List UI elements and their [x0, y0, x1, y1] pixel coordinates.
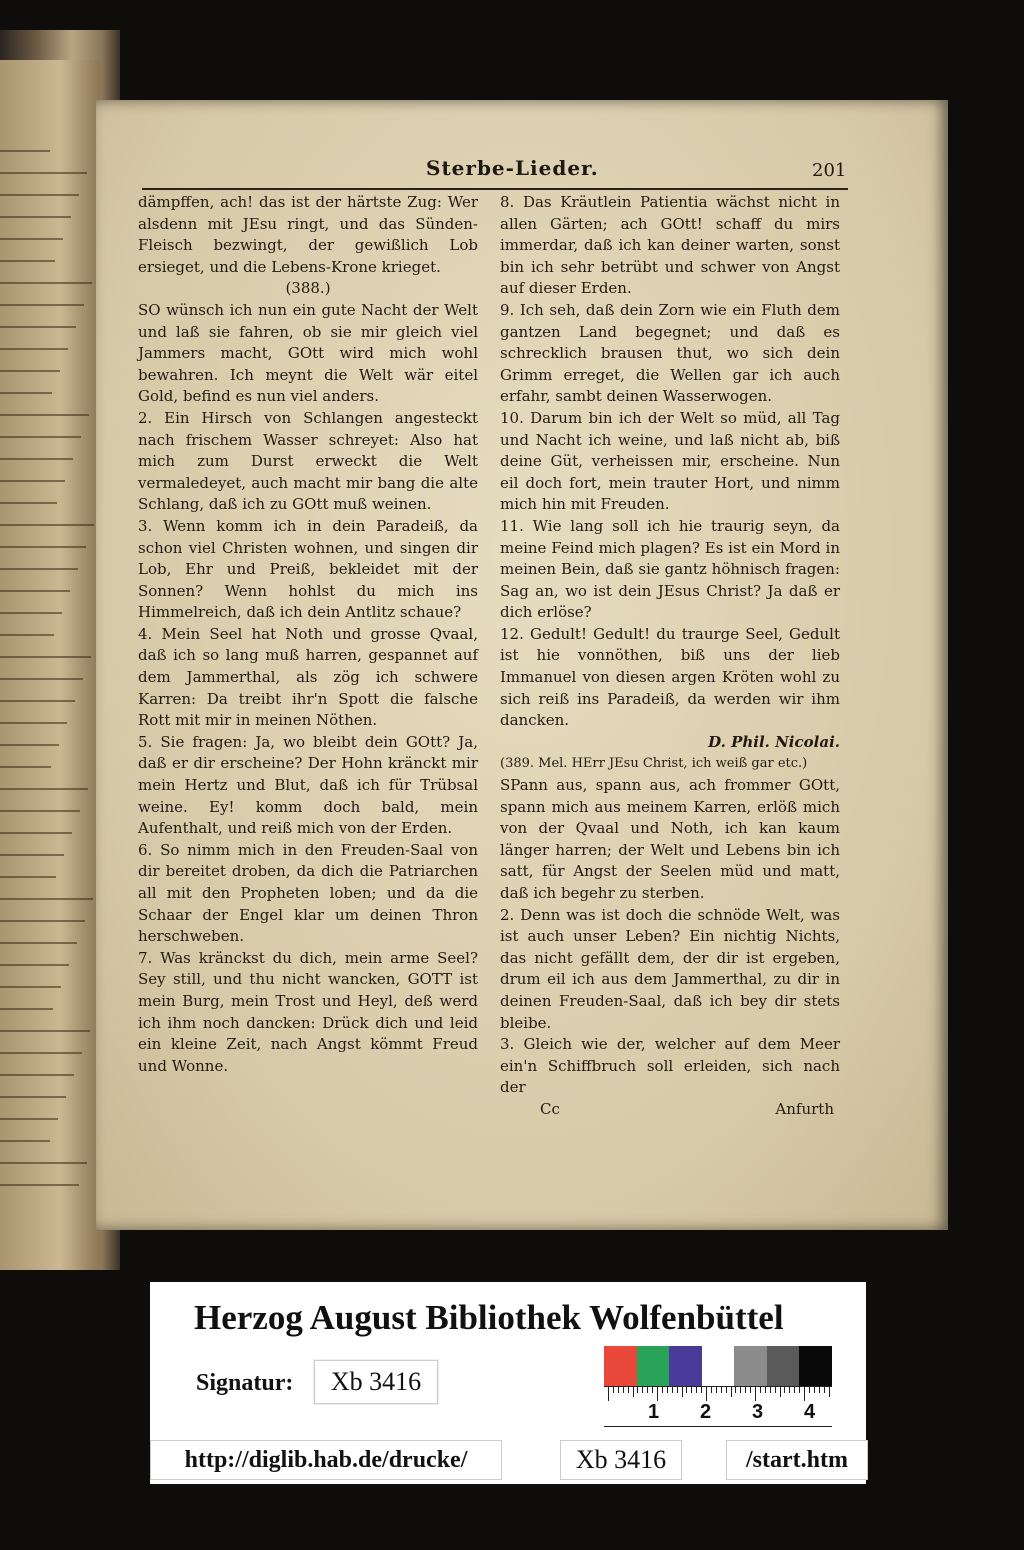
- facing-page-line: [0, 1030, 90, 1032]
- color-swatch: [767, 1346, 800, 1386]
- facing-page-line: [0, 304, 84, 306]
- facing-page-line: [0, 1162, 87, 1164]
- ruler-tick: [618, 1387, 619, 1393]
- facing-page-line: [0, 546, 86, 548]
- facing-page-line: [0, 1184, 79, 1186]
- ruler-tick: [696, 1387, 697, 1393]
- facing-page-line: [0, 480, 65, 482]
- ruler-tick: [628, 1387, 629, 1393]
- facing-page-line: [0, 744, 59, 746]
- url-signatur: Xb 3416: [560, 1440, 682, 1480]
- facing-page-line: [0, 700, 75, 702]
- facing-page-line: [0, 1074, 74, 1076]
- ruler-number: 4: [804, 1401, 816, 1423]
- facing-page-line: [0, 1118, 58, 1120]
- facing-page-line: [0, 458, 73, 460]
- facing-page-line: [0, 172, 87, 174]
- facing-page-line: [0, 414, 89, 416]
- paragraph: 8. Das Kräutlein Patientia wächst nicht in allen Gärten; ach GOtt! schaff du mirs immerdar, daß ich kan deiner warten, sonst bin ich sehr betrübt und schwer von Angst auf dieser Erden.: [500, 193, 840, 298]
- facing-page-line: [0, 612, 62, 614]
- signature-mark: Cc: [540, 1099, 560, 1118]
- ruler-tick: [677, 1387, 678, 1393]
- paragraph: 10. Darum bin ich der Welt so müd, all Tag und Nacht ich weine, und laß nicht ab, biß deine Güt, verheissen mir, erscheine. Nun eil doch fort, mein trauter Hort, und nimm mich hin mit Freuden.: [500, 408, 840, 514]
- header-rule: [142, 188, 848, 190]
- ruler-tick: [706, 1387, 707, 1401]
- ruler-number: 2: [700, 1401, 712, 1423]
- ruler-tick: [667, 1387, 668, 1393]
- ruler-tick: [760, 1387, 761, 1393]
- ruler-tick: [637, 1387, 638, 1393]
- facing-page-line: [0, 920, 85, 922]
- ruler-tick: [701, 1387, 702, 1393]
- url-prefix: http://diglib.hab.de/drucke/: [150, 1440, 502, 1480]
- ruler-tick: [755, 1387, 756, 1401]
- paragraph: SO wünsch ich nun ein gute Nacht der Welt und laß sie fahren, ob sie mir gleich viel Jammers macht, GOtt wird mich wohl bewahren. Ich meynt die Welt wär eitel Gold, befind es nun viel anders.: [138, 300, 478, 406]
- ruler-tick: [686, 1387, 687, 1393]
- ruler-tick: [814, 1387, 815, 1393]
- color-swatch: [702, 1346, 735, 1386]
- ruler-tick: [804, 1387, 805, 1401]
- ruler-tick: [735, 1387, 736, 1393]
- scale-ruler: [604, 1386, 832, 1433]
- facing-page-line: [0, 832, 72, 834]
- facing-page-line: [0, 898, 93, 900]
- ruler-tick: [652, 1387, 653, 1393]
- facing-page-line: [0, 260, 55, 262]
- facing-page-line: [0, 722, 67, 724]
- facing-page-line: [0, 590, 70, 592]
- ruler-tick: [819, 1387, 820, 1393]
- ruler-tick: [731, 1387, 732, 1397]
- ruler-number: 3: [752, 1401, 764, 1423]
- facing-page-line: [0, 370, 60, 372]
- facing-page-line: [0, 150, 50, 152]
- ruler-tick: [784, 1387, 785, 1393]
- ruler-tick: [608, 1387, 609, 1401]
- ruler-tick: [662, 1387, 663, 1393]
- facing-page-line: [0, 216, 71, 218]
- color-swatch: [604, 1346, 637, 1386]
- facing-page-line: [0, 238, 63, 240]
- author-attribution: D. Phil. Nicolai.: [708, 732, 840, 751]
- footer-line: [500, 1099, 840, 1121]
- color-swatch: [734, 1346, 767, 1386]
- ruler-tick: [740, 1387, 741, 1393]
- page-number: 201: [812, 160, 847, 181]
- ruler-tick: [794, 1387, 795, 1393]
- facing-page-line: [0, 634, 54, 636]
- facing-page-line: [0, 964, 69, 966]
- ruler-tick: [829, 1387, 830, 1397]
- facing-page-line: [0, 568, 78, 570]
- color-swatch: [637, 1346, 670, 1386]
- facing-page-line: [0, 392, 52, 394]
- library-name: Herzog August Bibliothek Wolfenbüttel: [194, 1298, 784, 1337]
- ruler-tick: [623, 1387, 624, 1393]
- ruler-baseline: [604, 1426, 832, 1427]
- facing-page-line: [0, 502, 57, 504]
- color-swatch: [669, 1346, 702, 1386]
- ruler-tick: [750, 1387, 751, 1393]
- facing-page-line: [0, 326, 76, 328]
- facing-page-line: [0, 810, 80, 812]
- paragraph: 5. Sie fragen: Ja, wo bleibt dein GOtt? Ja, daß er dir erscheine? Der Hohn kränckt mir mein Hertz und Blut, daß ich für Trübsal weine. Ey! komm doch bald, mein Aufenthalt, und reiß mich von der Erden.: [138, 732, 478, 838]
- ruler-tick: [716, 1387, 717, 1393]
- running-head: [96, 156, 948, 186]
- paragraph: 12. Gedult! Gedult! du traurge Seel, Gedult ist hie vonnöthen, biß uns der lieb Immanuel von diesen argen Kröten wohl zu sich reiß ins Paradeiß, da werden wir ihm dancken.: [500, 624, 840, 730]
- ruler-tick: [770, 1387, 771, 1393]
- ruler-tick: [721, 1387, 722, 1393]
- ruler-tick: [745, 1387, 746, 1393]
- facing-page-line: [0, 942, 77, 944]
- paragraph: SPann aus, spann aus, ach frommer GOtt, spann mich aus meinem Karren, erlöß mich von der Qvaal und Noth, ich kan kaum länger harren; der Welt und Lebens bin ich satt, für Angst der Seelen müd und matt, daß ich begehr zu sterben.: [500, 776, 840, 902]
- catchword: Anfurth: [775, 1099, 834, 1118]
- melody-note: (389. Mel. HErr JEsu Christ, ich weiß gar etc.): [500, 756, 808, 772]
- ruler-number: 1: [648, 1401, 660, 1423]
- facing-page-line: [0, 1096, 66, 1098]
- ruler-tick: [775, 1387, 776, 1393]
- paragraph: 3. Gleich wie der, welcher auf dem Meer ein'n Schiffbruch soll erleiden, sich nach der: [500, 1035, 840, 1097]
- left-column: [138, 192, 478, 1077]
- facing-page-line: [0, 986, 61, 988]
- signatur-label: Signatur:: [196, 1370, 294, 1396]
- ruler-tick: [633, 1387, 634, 1397]
- facing-page-line: [0, 678, 83, 680]
- paragraph: 6. So nimm mich in den Freuden-Saal von dir bereitet droben, da dich die Patriarchen all mit den Propheten loben; und da die Schaar der Engel klar um deinen Thron herschweben.: [138, 840, 478, 946]
- facing-page-line: [0, 1052, 82, 1054]
- facing-page-line: [0, 1140, 50, 1142]
- ruler-tick: [672, 1387, 673, 1393]
- facing-page-line: [0, 788, 88, 790]
- color-swatches: [604, 1346, 832, 1386]
- running-title: Sterbe-Lieder.: [426, 156, 599, 180]
- hymn-number: (388.): [285, 279, 331, 298]
- ruler-tick: [726, 1387, 727, 1393]
- ruler-tick: [682, 1387, 683, 1397]
- ruler-tick: [799, 1387, 800, 1393]
- facing-page-line: [0, 524, 94, 526]
- ruler-tick: [765, 1387, 766, 1393]
- color-swatch: [799, 1346, 832, 1386]
- ruler-tick: [789, 1387, 790, 1393]
- facing-page-line: [0, 656, 91, 658]
- paragraph: 7. Was kränckst du dich, mein arme Seel? Sey still, und thu nicht wancken, GOTT ist mein Burg, mein Trost und Heyl, deß werd ich ihm noch dancken: Drück dich und leid ein kleine Zeit, nach Angst kömmt Freud und Wonne.: [138, 948, 478, 1075]
- ruler-tick: [642, 1387, 643, 1393]
- ruler-tick: [613, 1387, 614, 1393]
- ruler-tick: [780, 1387, 781, 1397]
- ruler-tick: [809, 1387, 810, 1393]
- ruler-tick: [657, 1387, 658, 1401]
- paragraph: 11. Wie lang soll ich hie traurig seyn, da meine Feind mich plagen? Es ist ein Mord in meinen Bein, daß sie gantz höhnisch fragen: Sag an, wo ist dein JEsus Christ? Ja daß er dich erlöse?: [500, 516, 840, 622]
- url-suffix: /start.htm: [726, 1440, 868, 1480]
- signatur-value: Xb 3416: [314, 1360, 438, 1404]
- facing-page-line: [0, 436, 81, 438]
- paragraph: 2. Denn was ist doch die schnöde Welt, was ist auch unser Leben? Ein nichtig Nichts, das nicht gefällt dem, der dir ist ergeben, drum eil ich aus dem Jammerthal, zu dir in deinen Freuden-Saal, daß ich bey dir stets bleibe.: [500, 905, 840, 1032]
- paragraph: 2. Ein Hirsch von Schlangen angesteckt nach frischem Wasser schreyet: Also hat mich zum Durst erweckt die Welt vermaledeyet, auch macht mir bang die alte Schlang, daß ich zu GOtt muß weinen.: [138, 408, 478, 514]
- paragraph: 4. Mein Seel hat Noth und grosse Qvaal, daß ich so lang muß harren, gespannet auf dem Jammerthal, als zög ich schwere Karren: Da treibt ihr'n Spott die falsche Rott mit mir in meinen Nöthen.: [138, 624, 478, 730]
- ruler-tick: [711, 1387, 712, 1393]
- facing-page-line: [0, 766, 51, 768]
- ruler-tick: [824, 1387, 825, 1393]
- paragraph: 3. Wenn komm ich in dein Paradeiß, da schon viel Christen wohnen, und singen dir Lob, Ehr und Preiß, bekleidet mit der Sonnen? Wenn hohlst du mich ins Himmelreich, daß ich dein Antlitz schaue?: [138, 516, 478, 622]
- facing-page-line: [0, 194, 79, 196]
- facing-page-edge: [0, 60, 100, 1270]
- facing-page-line: [0, 1008, 53, 1010]
- ruler-tick: [647, 1387, 648, 1393]
- ruler-tick: [691, 1387, 692, 1393]
- library-label: [150, 1282, 866, 1484]
- facing-page-line: [0, 282, 92, 284]
- paragraph: 9. Ich seh, daß dein Zorn wie ein Fluth dem gantzen Land begegnet; und daß es schrecklich brausen thut, wo sich dein Grimm erreget, die Wellen gar ich auch erfahr, sambt deinen Wasserwogen.: [500, 300, 840, 406]
- book-page: [96, 100, 948, 1230]
- facing-page-line: [0, 854, 64, 856]
- paragraph: dämpffen, ach! das ist der härtste Zug: Wer alsdenn mit JEsu ringt, und das Sünden-Fleisch bezwingt, der gewißlich Lob ersieget, und die Lebens-Krone krieget.: [138, 193, 478, 276]
- right-column: [500, 192, 840, 1121]
- facing-page-line: [0, 876, 56, 878]
- facing-page-line: [0, 348, 68, 350]
